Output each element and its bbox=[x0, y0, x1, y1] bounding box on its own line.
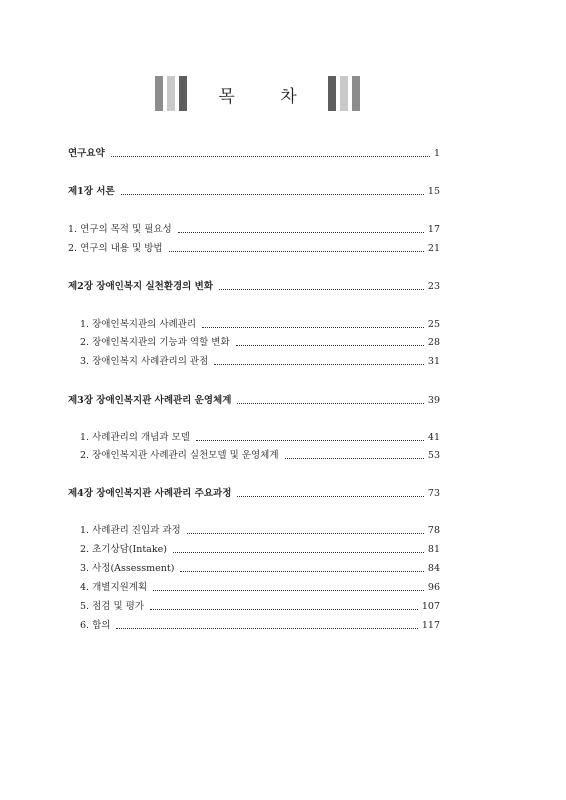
toc-chapter-entry[interactable] bbox=[68, 488, 440, 500]
toc-entry-label: 5. 점검 및 평가 bbox=[80, 601, 145, 612]
toc-section-entry[interactable] bbox=[68, 582, 440, 594]
toc-page-number: 78 bbox=[427, 525, 440, 536]
toc-page-number: 53 bbox=[427, 450, 440, 461]
toc-section-entry[interactable] bbox=[68, 224, 440, 236]
page-title: 목 차 bbox=[218, 87, 317, 107]
toc-entry-label: 제3장 장애인복지관 사례관리 운영체계 bbox=[68, 395, 232, 406]
toc-page-number: 73 bbox=[427, 488, 440, 499]
toc-page-number: 96 bbox=[427, 582, 440, 593]
dot-leader bbox=[150, 609, 418, 610]
toc-page-number: 39 bbox=[427, 395, 440, 406]
toc-page-number: 31 bbox=[427, 356, 440, 367]
toc-entry-label: 3. 장애인복지 사례관리의 관점 bbox=[80, 356, 209, 367]
toc-chapter-entry[interactable] bbox=[68, 395, 440, 407]
toc-page-number: 25 bbox=[427, 319, 440, 330]
dot-leader bbox=[237, 403, 424, 404]
toc-entry-label: 2. 초기상담(Intake) bbox=[80, 544, 167, 555]
dot-leader bbox=[187, 533, 424, 534]
dot-leader bbox=[202, 327, 424, 328]
toc-section-entry[interactable] bbox=[68, 243, 440, 255]
toc-section-entry[interactable] bbox=[68, 525, 440, 537]
dot-leader bbox=[173, 552, 424, 553]
toc-page-number: 84 bbox=[427, 563, 440, 574]
toc-entry-label: 1. 사례관리 진입과 과정 bbox=[80, 525, 181, 536]
toc-section-entry[interactable] bbox=[68, 601, 440, 613]
dot-leader bbox=[153, 590, 424, 591]
toc-entry-label: 제4장 장애인복지관 사례관리 주요과정 bbox=[68, 488, 232, 499]
toc-section-entry[interactable] bbox=[68, 319, 440, 331]
toc-entry-label: 1. 장애인복지관의 사례관리 bbox=[80, 319, 197, 330]
toc-section-entry[interactable] bbox=[68, 450, 440, 462]
toc-page-number: 117 bbox=[421, 620, 440, 631]
dot-leader bbox=[285, 458, 424, 459]
dot-leader bbox=[180, 571, 424, 572]
dot-leader bbox=[169, 251, 424, 252]
toc-section-entry[interactable] bbox=[68, 356, 440, 368]
toc-chapter-entry[interactable] bbox=[68, 281, 440, 293]
toc-chapter-entry[interactable] bbox=[68, 186, 440, 198]
toc-section-entry[interactable] bbox=[68, 432, 440, 444]
dot-leader bbox=[237, 496, 424, 497]
dot-leader bbox=[111, 156, 430, 157]
toc-section-entry[interactable] bbox=[68, 563, 440, 575]
toc-page-number: 17 bbox=[427, 224, 440, 235]
toc-entry-label: 1. 사례관리의 개념과 모델 bbox=[80, 432, 190, 443]
dot-leader bbox=[236, 345, 424, 346]
toc-section-entry[interactable] bbox=[68, 337, 440, 349]
toc-chapter-entry[interactable] bbox=[68, 148, 440, 160]
toc-page-number: 28 bbox=[427, 337, 440, 348]
toc-entry-label: 1. 연구의 목적 및 필요성 bbox=[68, 224, 172, 235]
toc-section-entry[interactable] bbox=[68, 620, 440, 632]
toc-entry-label: 4. 개별지원계획 bbox=[80, 582, 148, 593]
toc-page-number: 23 bbox=[427, 281, 440, 292]
toc-page-number: 15 bbox=[427, 186, 440, 197]
toc-page-number: 1 bbox=[433, 148, 440, 159]
dot-leader bbox=[219, 289, 424, 290]
dot-leader bbox=[116, 628, 417, 629]
dot-leader bbox=[214, 364, 424, 365]
toc-page-number: 81 bbox=[427, 544, 440, 555]
toc-page-number: 107 bbox=[421, 601, 440, 612]
toc-page-number: 21 bbox=[427, 243, 440, 254]
toc-entry-label: 2. 연구의 내용 및 방법 bbox=[68, 243, 163, 254]
toc-entry-label: 제2장 장애인복지 실천환경의 변화 bbox=[68, 281, 214, 292]
title-decoration-right bbox=[328, 76, 360, 111]
toc-entry-label: 3. 사정(Assessment) bbox=[80, 563, 175, 574]
toc-page-number: 41 bbox=[427, 432, 440, 443]
toc-entry-label: 연구요약 bbox=[68, 148, 105, 159]
dot-leader bbox=[178, 232, 424, 233]
toc-entry-label: 6. 합의 bbox=[80, 620, 111, 631]
toc-entry-label: 2. 장애인복지관의 기능과 역할 변화 bbox=[80, 337, 230, 348]
dot-leader bbox=[196, 440, 424, 441]
dot-leader bbox=[121, 194, 424, 195]
toc-entry-label: 제1장 서론 bbox=[68, 186, 115, 197]
toc-title-block bbox=[155, 76, 360, 111]
toc-entry-label: 2. 장애인복지관 사례관리 실천모델 및 운영체계 bbox=[80, 450, 279, 461]
toc-section-entry[interactable] bbox=[68, 544, 440, 556]
